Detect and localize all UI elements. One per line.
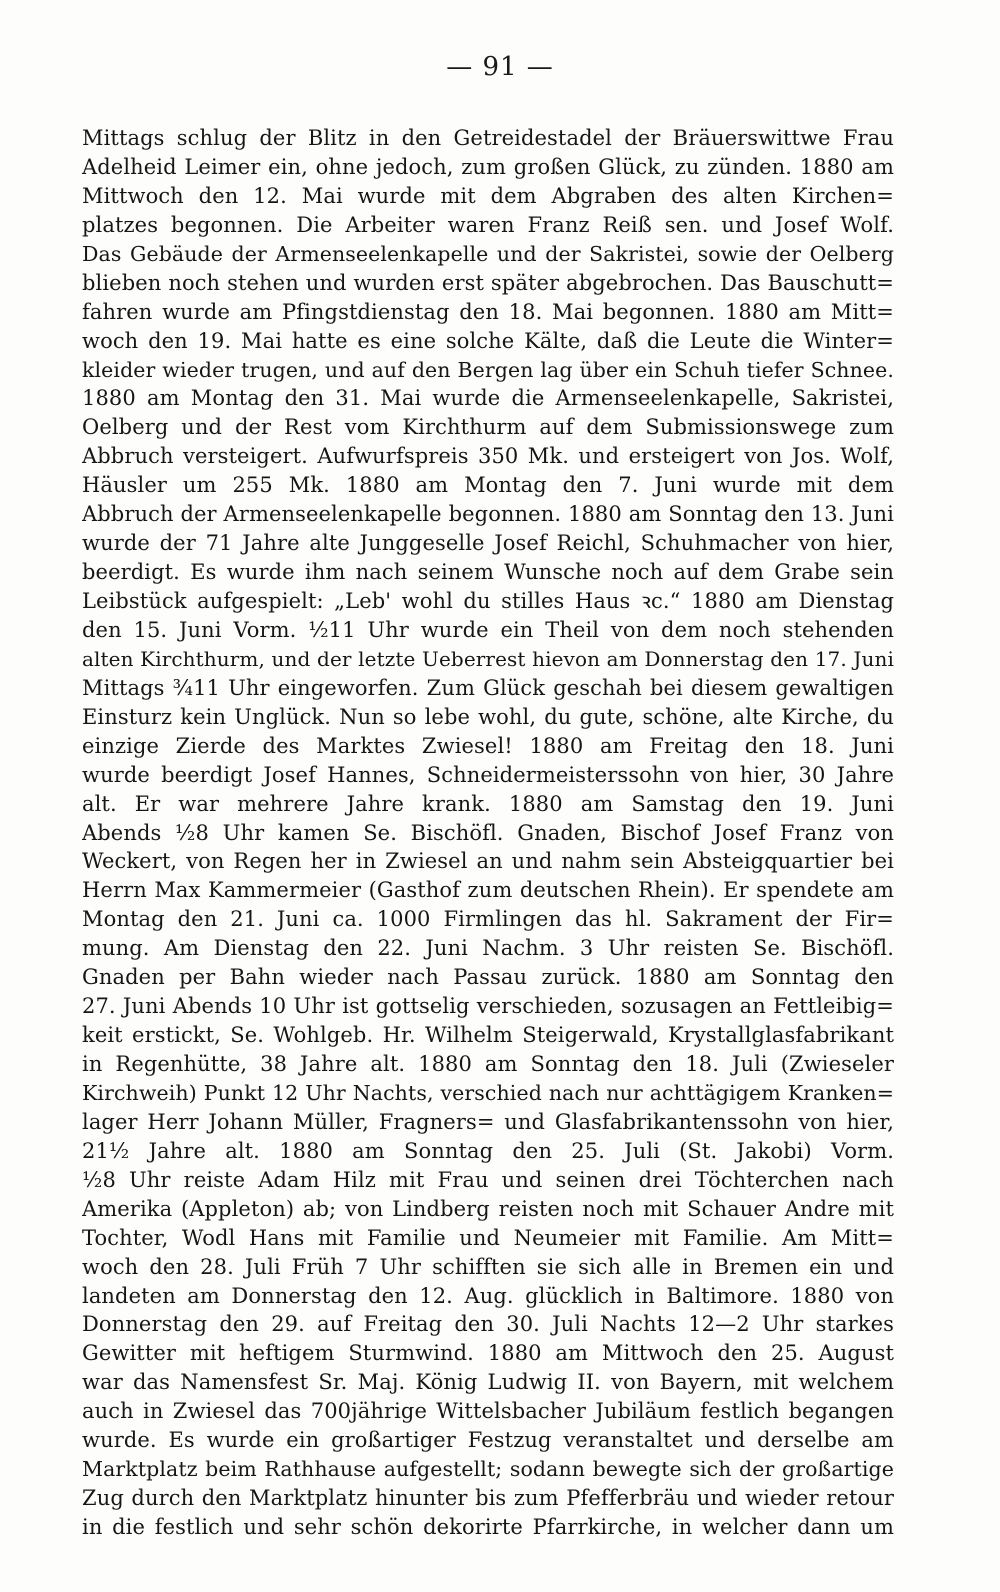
text-line: Montag den 21. Juni ca. 1000 Firmlingen das hl. Sakrament der Fir= <box>82 907 894 932</box>
body-text <box>82 124 894 1542</box>
text-line: blieben noch stehen und wurden erst später abgebrochen. Das Bauschutt= <box>82 270 894 295</box>
text-line: Mittwoch den 12. Mai wurde mit dem Abgraben des alten Kirchen= <box>82 183 894 208</box>
text-line: Gnaden per Bahn wieder nach Passau zurück. 1880 am Sonntag den <box>82 965 894 990</box>
text-line: wurde. Es wurde ein großartiger Festzug veranstaltet und derselbe am <box>82 1428 894 1453</box>
text-line: Abends ½8 Uhr kamen Se. Bischöfl. Gnaden, Bischof Josef Franz von <box>82 820 894 845</box>
text-line: Gewitter mit heftigem Sturmwind. 1880 am Mittwoch den 25. August <box>82 1341 894 1366</box>
text-line: Abbruch versteigert. Aufwurfspreis 350 Mk. und ersteigert von Jos. Wolf, <box>82 444 894 469</box>
text-line: Leibstück aufgespielt: „Leb' wohl du stilles Haus ꝛc.“ 1880 am Dienstag <box>82 589 894 613</box>
text-line: den 15. Juni Vorm. ½11 Uhr wurde ein Theil von dem noch stehenden <box>82 617 894 642</box>
text-line: in Regenhütte, 38 Jahre alt. 1880 am Sonntag den 18. Juli (Zwieseler <box>82 1052 894 1076</box>
text-line: Mittags schlug der Blitz in den Getreidestadel der Bräuerswittwe Frau <box>82 126 894 150</box>
text-line: beerdigt. Es wurde ihm nach seinem Wunsche noch auf dem Grabe sein <box>82 560 894 585</box>
text-line: Amerika (Appleton) ab; von Lindberg reisten noch mit Schauer Andre mit <box>82 1196 894 1221</box>
text-line: ½8 Uhr reiste Adam Hilz mit Frau und seinen drei Töchterchen nach <box>82 1167 894 1192</box>
text-line: einzige Zierde des Marktes Zwiesel! 1880 am Freitag den 18. Juni <box>82 733 894 758</box>
text-line: Adelheid Leimer ein, ohne jedoch, zum großen Glück, zu zünden. 1880 am <box>82 154 894 179</box>
text-line: fahren wurde am Pfingstdienstag den 18. Mai begonnen. 1880 am Mitt= <box>82 299 894 324</box>
text-line: Marktplatz beim Rathhause aufgestellt; sodann bewegte sich der großartige <box>82 1457 894 1482</box>
text-line: Kirchweih) Punkt 12 Uhr Nachts, verschied nach nur achttägigem Kranken= <box>82 1080 894 1105</box>
text-line: alten Kirchthurm, und der letzte Ueberrest hievon am Donnerstag den 17. Juni <box>82 646 894 671</box>
text-line: war das Namensfest Sr. Maj. König Ludwig II. von Bayern, mit welchem <box>82 1370 894 1395</box>
text-line: Weckert, von Regen her in Zwiesel an und nahm sein Absteigquartier bei <box>82 849 894 874</box>
text-line: Häusler um 255 Mk. 1880 am Montag den 7. Juni wurde mit dem <box>82 473 894 498</box>
text-line: Mittags ¾11 Uhr eingeworfen. Zum Glück geschah bei diesem gewaltigen <box>82 675 894 700</box>
text-line: Einsturz kein Unglück. Nun so lebe wohl, du gute, schöne, alte Kirche, du <box>82 704 894 729</box>
text-line: Tochter, Wodl Hans mit Familie und Neumeier mit Familie. Am Mitt= <box>82 1225 894 1250</box>
text-line: Donnerstag den 29. auf Freitag den 30. Juli Nachts 12—2 Uhr starkes <box>82 1312 894 1337</box>
text-line: auch in Zwiesel das 700jährige Wittelsbacher Jubiläum festlich begangen <box>82 1399 894 1424</box>
text-line: platzes begonnen. Die Arbeiter waren Franz Reiß sen. und Josef Wolf. <box>82 212 894 237</box>
text-line: wurde beerdigt Josef Hannes, Schneidermeisterssohn von hier, 30 Jahre <box>82 762 894 787</box>
text-line: alt. Er war mehrere Jahre krank. 1880 am Samstag den 19. Juni <box>82 791 894 816</box>
page-number: — 91 — <box>446 52 554 82</box>
text-line: Herrn Max Kammermeier (Gasthof zum deutschen Rhein). Er spendete am <box>82 878 894 903</box>
text-line: 27. Juni Abends 10 Uhr ist gottselig verschieden, sozusagen an Fettleibig= <box>82 994 894 1019</box>
text-line: keit erstickt, Se. Wohlgeb. Hr. Wilhelm Steigerwald, Krystallglasfabrikant <box>82 1023 894 1048</box>
text-line: mung. Am Dienstag den 22. Juni Nachm. 3 Uhr reisten Se. Bischöfl. <box>82 936 894 961</box>
text-line: Zug durch den Marktplatz hinunter bis zum Pfefferbräu und wieder retour <box>82 1486 894 1511</box>
text-line: in die festlich und sehr schön dekorirte Pfarrkirche, in welcher dann um <box>82 1515 894 1539</box>
text-line: 21½ Jahre alt. 1880 am Sonntag den 25. Juli (St. Jakobi) Vorm. <box>82 1138 894 1163</box>
text-line: lager Herr Johann Müller, Fragners= und Glasfabrikantenssohn von hier, <box>82 1109 894 1134</box>
text-line: Das Gebäude der Armenseelenkapelle und der Sakristei, sowie der Oelberg <box>82 241 894 266</box>
text-line: Oelberg und der Rest vom Kirchthurm auf dem Submissionswege zum <box>82 415 894 440</box>
text-line: kleider wieder trugen, und auf den Bergen lag über ein Schuh tiefer Schnee. <box>82 357 894 382</box>
text-line: Abbruch der Armenseelenkapelle begonnen. 1880 am Sonntag den 13. Juni <box>82 502 894 527</box>
text-line: woch den 19. Mai hatte es eine solche Kälte, daß die Leute die Winter= <box>82 328 894 353</box>
text-line: woch den 28. Juli Früh 7 Uhr schifften sie sich alle in Bremen ein und <box>82 1254 894 1279</box>
text-line: 1880 am Montag den 31. Mai wurde die Armenseelenkapelle, Sakristei, <box>82 386 894 411</box>
text-line: landeten am Donnerstag den 12. Aug. glücklich in Baltimore. 1880 von <box>82 1283 894 1308</box>
text-line: wurde der 71 Jahre alte Junggeselle Josef Reichl, Schuhmacher von hier, <box>82 531 894 556</box>
